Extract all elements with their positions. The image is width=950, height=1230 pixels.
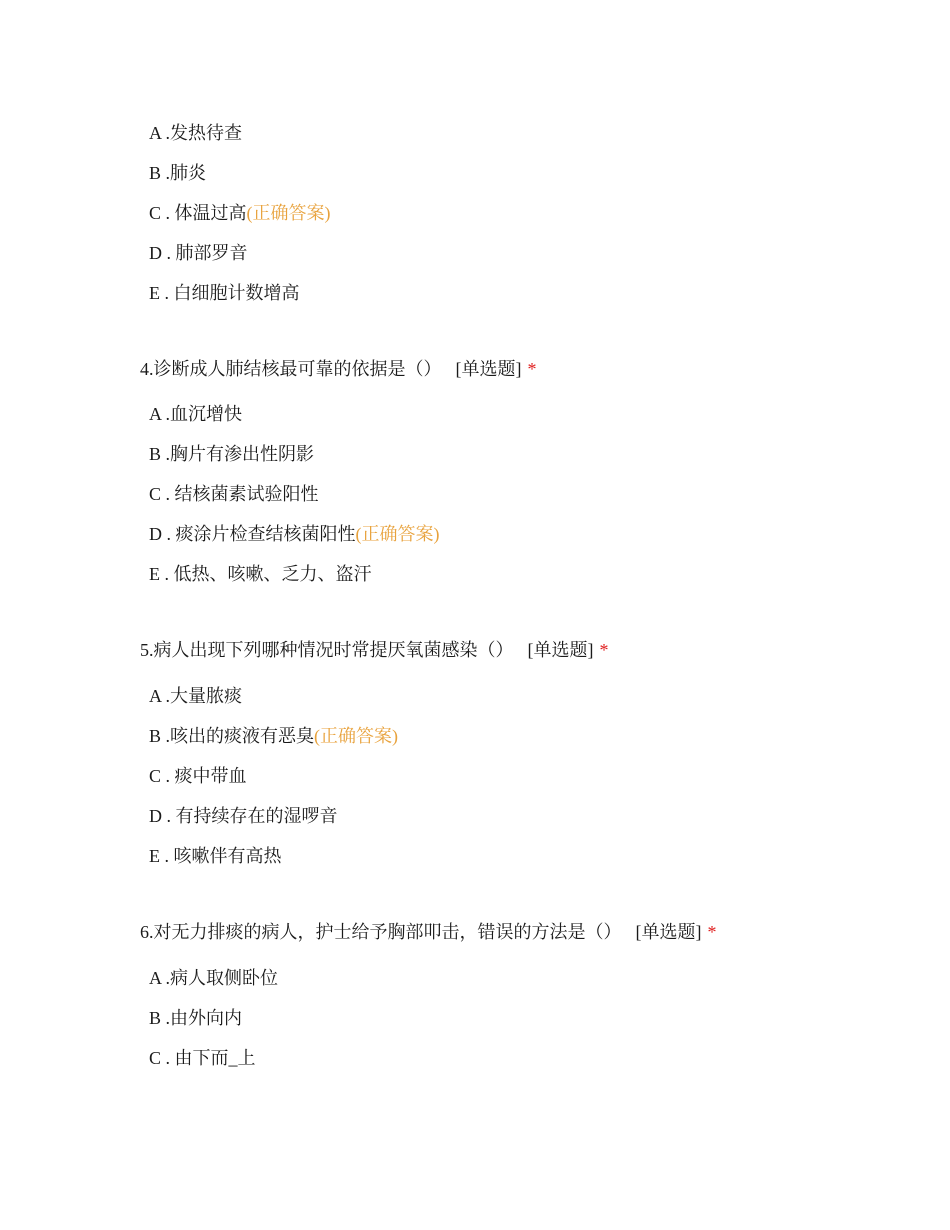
option-4-c[interactable]: C . 结核菌素试验阳性 xyxy=(149,484,319,504)
option-letter: B xyxy=(149,726,162,746)
option-letter: B xyxy=(149,1008,162,1028)
option-6-c[interactable]: C . 由下而_上 xyxy=(149,1048,256,1068)
option-3-d[interactable]: D . 肺部罗音 xyxy=(149,243,248,263)
option-3-b[interactable]: B .肺炎 xyxy=(149,163,207,183)
question-stem xyxy=(140,357,537,381)
option-text: 咳出的痰液有恶臭 xyxy=(170,726,315,746)
option-5-b[interactable]: B .咳出的痰液有恶臭(正确答案) xyxy=(149,726,399,746)
option-6-b[interactable]: B .由外向内 xyxy=(149,1008,243,1028)
question-text: 4.诊断成人肺结核最可靠的依据是（） xyxy=(140,359,442,379)
option-text: 咳嗽伴有高热 xyxy=(173,846,282,866)
option-letter: C xyxy=(149,766,162,786)
option-5-e[interactable]: E . 咳嗽伴有高热 xyxy=(149,846,282,866)
option-letter: C xyxy=(149,1048,162,1068)
question-type: [单选题] xyxy=(527,640,594,660)
option-text: 肺炎 xyxy=(170,163,207,183)
option-text: 低热、咳嗽、乏力、盗汗 xyxy=(173,564,372,584)
option-3-c[interactable]: C . 体温过高(正确答案) xyxy=(149,203,331,223)
option-text: 发热待查 xyxy=(170,123,243,143)
option-text: 痰中带血 xyxy=(174,766,247,786)
option-5-d[interactable]: D . 有持续存在的湿啰音 xyxy=(149,806,338,826)
option-5-a[interactable]: A .大量脓痰 xyxy=(149,686,243,706)
question-stem xyxy=(140,920,717,944)
correct-answer-mark: (正确答案) xyxy=(314,726,399,746)
option-4-a[interactable]: A .血沉增快 xyxy=(149,404,243,424)
option-text: 病人取侧卧位 xyxy=(170,968,279,988)
option-letter: E xyxy=(149,564,160,584)
option-4-b[interactable]: B .胸片有渗出性阴影 xyxy=(149,444,315,464)
option-text: 结核菌素试验阳性 xyxy=(174,484,319,504)
option-letter: A xyxy=(149,686,162,706)
question-text: 5.病人出现下列哪种情况时常提厌氧菌感染（） xyxy=(140,640,514,660)
option-letter: A xyxy=(149,404,162,424)
option-text: 体温过高 xyxy=(174,203,247,223)
option-3-e[interactable]: E . 白细胞计数增高 xyxy=(149,283,300,303)
option-text: 有持续存在的湿啰音 xyxy=(175,806,338,826)
option-letter: D xyxy=(149,524,162,544)
option-letter: B xyxy=(149,163,162,183)
option-4-e[interactable]: E . 低热、咳嗽、乏力、盗汗 xyxy=(149,564,372,584)
option-text: 大量脓痰 xyxy=(170,686,243,706)
option-text: 白细胞计数增高 xyxy=(173,283,300,303)
option-text: 血沉增快 xyxy=(170,404,243,424)
option-text: 由下而_上 xyxy=(174,1048,256,1068)
option-4-d[interactable]: D . 痰涂片检查结核菌阳性(正确答案) xyxy=(149,524,440,544)
question-type: [单选题] xyxy=(635,922,702,942)
required-marker: * xyxy=(599,640,609,660)
question-text: 6.对无力排痰的病人，护士给予胸部叩击，错误的方法是（） xyxy=(140,922,622,942)
option-3-a[interactable]: A .发热待查 xyxy=(149,123,243,143)
required-marker: * xyxy=(707,922,717,942)
correct-answer-mark: (正确答案) xyxy=(246,203,331,223)
option-letter: B xyxy=(149,444,162,464)
option-letter: A xyxy=(149,123,162,143)
option-5-c[interactable]: C . 痰中带血 xyxy=(149,766,247,786)
required-marker: * xyxy=(527,359,537,379)
option-letter: D xyxy=(149,806,162,826)
option-letter: C xyxy=(149,484,162,504)
option-letter: C xyxy=(149,203,162,223)
option-text: 由外向内 xyxy=(170,1008,243,1028)
option-6-a[interactable]: A .病人取侧卧位 xyxy=(149,968,279,988)
option-letter: D xyxy=(149,243,162,263)
correct-answer-mark: (正确答案) xyxy=(355,524,440,544)
option-letter: A xyxy=(149,968,162,988)
option-text: 肺部罗音 xyxy=(175,243,248,263)
option-text: 痰涂片检查结核菌阳性 xyxy=(175,524,356,544)
option-text: 胸片有渗出性阴影 xyxy=(170,444,315,464)
question-type: [单选题] xyxy=(455,359,522,379)
question-stem xyxy=(140,638,609,662)
option-letter: E xyxy=(149,283,160,303)
option-letter: E xyxy=(149,846,160,866)
